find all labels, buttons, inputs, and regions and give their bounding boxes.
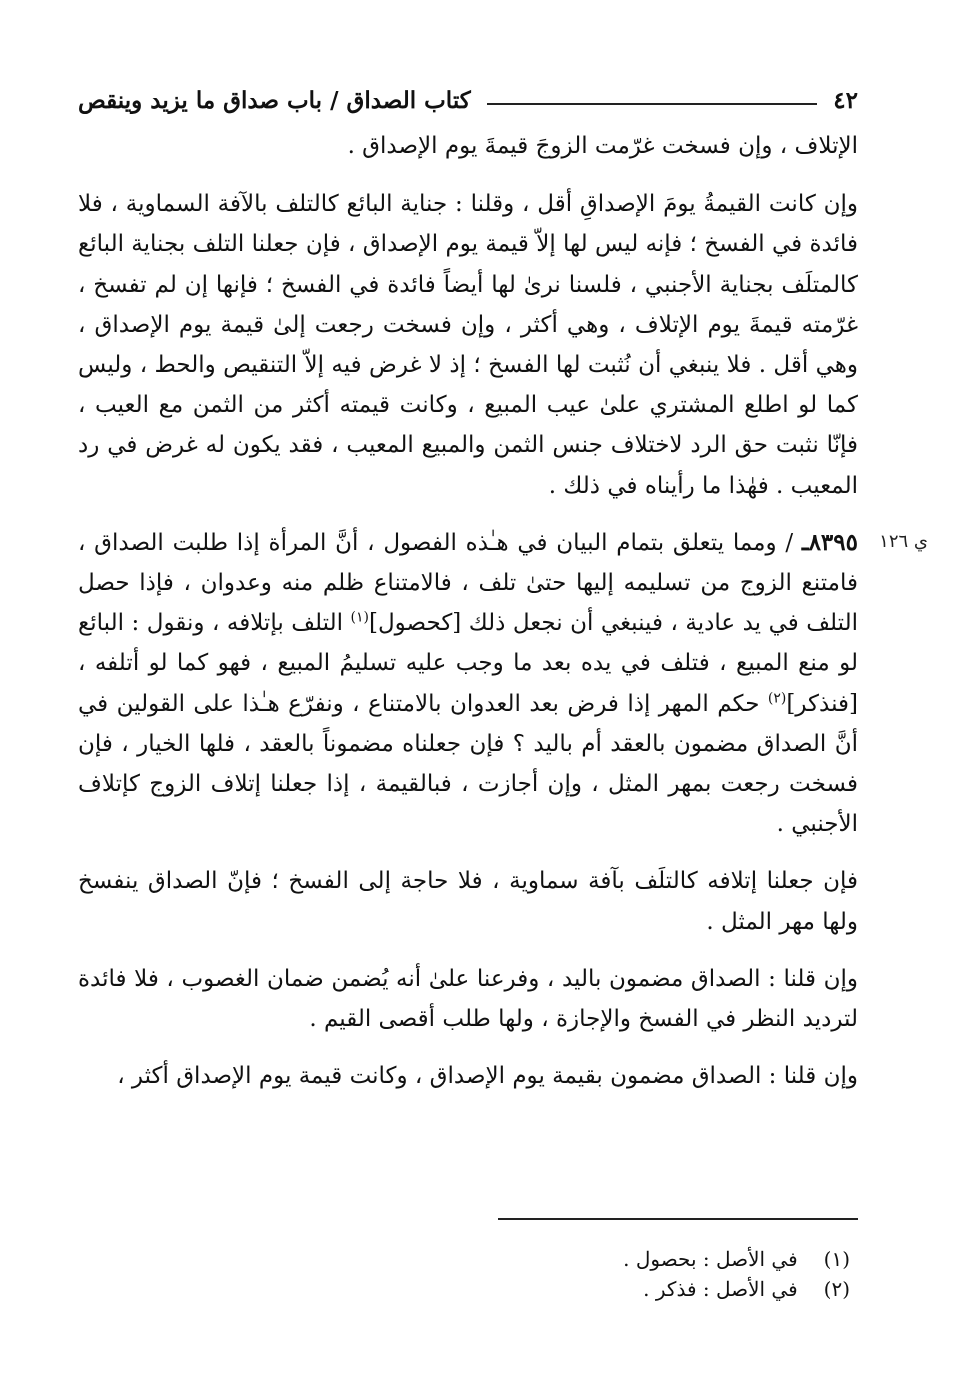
paragraph-text-part-3: حكم المهر إذا فرض بعد العدوان بالامتناع ، ونفرّع هـٰذا على القولين في أنَّ الصداق مضمون بالعقد أم باليد ؟ فإن جعلناه مضموناً بالعقد ، فلها الخيار ، فإن فسخت رجعت بمهر المثل ، وإن أجازت ، فبالقيمة ، إذا جعلنا إتلاف الزوج كإتلاف الأجنبي .	[78, 690, 858, 838]
margin-reference: ي ١٢٦	[879, 530, 928, 552]
paragraph-issuance-value: وإن قلنا : الصداق مضمون بقيمة يوم الإصداق ، وكانت قيمة يوم الإصداق أكثر ،	[117, 1063, 858, 1090]
book-page	[78, 78, 928, 1328]
paragraph-heavenly-loss: فإن جعلنا إتلافه كالتلَف بآفة سماوية ، فلا حاجة إلى الفسخ ؛ فإنّ الصداق ينفسخ ولها مهر المثل .	[78, 868, 858, 935]
paragraph-valuation: وإن كانت القيمةُ يومَ الإصداقِ أقل ، وقلنا : جناية البائع كالتلف بالآفة السماوية ، فلا فائدة في الفسخ ؛ فإنه ليس لها إلاّ قيمة يوم الإصداق ، فإن جعلنا التلف بجناية البائع كالمتلَف بجناية الأجنبي ، فلسنا نرىٰ لها أيضاً فائدة في الفسخ ؛ فإنها إن لم تفسخ ، غرّمته قيمةَ يوم الإتلاف ، وهي أكثر ، وإن فسخت رجعت إلىٰ قيمة يوم الإصداق ، وهي أقل . فلا ينبغي أن نُثبت لها الفسخ ؛ إذ لا غرض فيه إلاّ التنقيص والحط ، وليس كما لو اطلع المشتري علىٰ عيب المبيع ، وكانت قيمته أكثر من الثمن مع العيب ، فإنّا نثبت حق الرد لاختلاف جنس الثمن والمبيع المعيب ، فقد يكون له غرض في رد المعيب . فهٰذا ما رأيناه في ذلك .	[78, 191, 858, 499]
paragraph-hand-guarantee: وإن قلنا : الصداق مضمون باليد ، وفرعنا علىٰ أنه يُضمن ضمان الغصوب ، فلا فائدة لترديد النظر في الفسخ والإجازة ، ولها طلب أقصى القيم .	[78, 965, 858, 1033]
paragraph-continuation: الإتلاف ، وإن فسخت غرّمت الزوجَ قيمةَ يوم الإصداق .	[347, 133, 858, 159]
footnote-text-1: في الأصل : بحصول .	[623, 1247, 798, 1271]
footnote-mark-2: (٢)	[823, 1277, 850, 1301]
header-rule	[487, 103, 818, 105]
paragraph-number: ٨٣٩٥ـ	[801, 528, 858, 556]
paragraph-text-part-2: التلف بإتلافه ، ونقول : البائع لو منع المبيع ، فتلف في يده بعد ما وجب عليه تسليمُ المبيع ، فهو كما لو أتلفه ، [فنذكر]	[78, 610, 858, 717]
footnotes	[350, 1244, 850, 1304]
footnote-mark-1: (١)	[823, 1247, 850, 1271]
footnote-1	[350, 1244, 850, 1274]
footnote-2	[350, 1274, 850, 1304]
paragraph-text-part-1: / ومما يتعلق بتمام البيان في هـٰذه الفصول ، أنَّ المرأة إذا طلبت الصداق ، فامتنع الزوج من تسليمه إليها حتىٰ تلف ، فالامتناع ظلم منه وعدوان ، فإذا حصل التلف في يد عادية ، فينبغي أن نجعل ذلك [كحصول]	[78, 529, 858, 637]
footnote-text-2: في الأصل : فذكر .	[643, 1277, 798, 1301]
running-header	[78, 78, 858, 122]
footnote-reference-1: (١)	[350, 609, 369, 626]
running-title: كتاب الصداق / باب صداق ما يزيد وينقص	[78, 86, 471, 114]
footnote-reference-2: (٢)	[767, 689, 787, 706]
footnote-separator	[498, 1218, 858, 1220]
main-text	[78, 126, 928, 1096]
page-number: ٤٢	[833, 86, 858, 114]
numbered-paragraph-8395	[78, 523, 928, 845]
